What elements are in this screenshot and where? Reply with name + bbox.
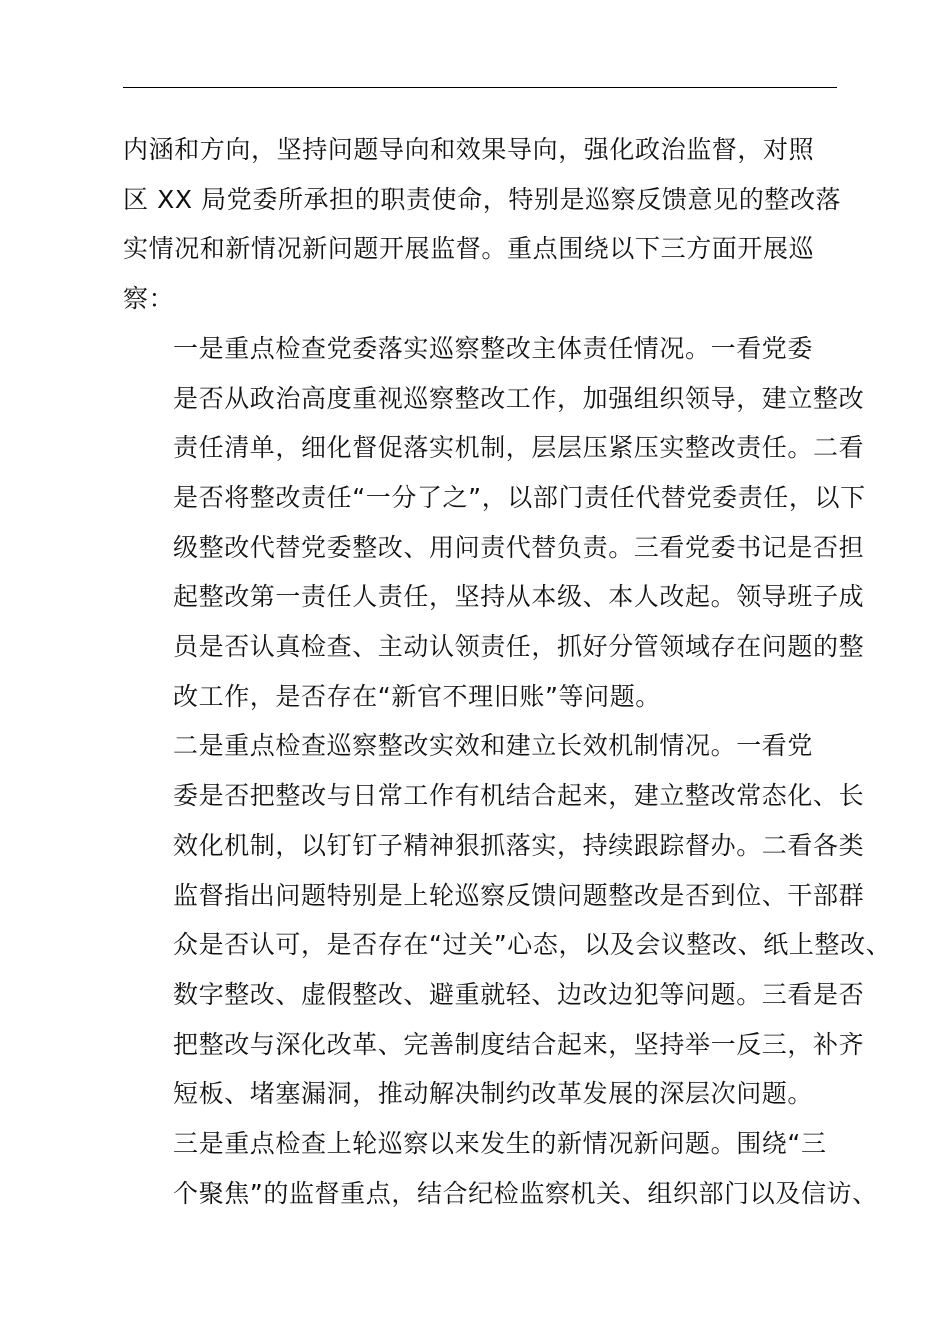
text-line: 实情况和新情况新问题开展监督。重点围绕以下三方面开展巡 (123, 234, 815, 264)
text-line: 三是重点检查上轮巡察以来发生的新情况新问题。围绕“三 (173, 1129, 827, 1159)
text-line: 区 XX 局党委所承担的职责使命，特别是巡察反馈意见的整改落 (123, 184, 842, 214)
text-line: 是否将整改责任“一分了之”，以部门责任代替党委责任，以下 (173, 482, 866, 512)
text-line: 个聚焦”的监督重点，结合纪检监察机关、组织部门以及信访、 (173, 1178, 878, 1208)
text-line: 一是重点检查党委落实巡察整改主体责任情况。一看党委 (173, 333, 814, 363)
text-line: 二是重点检查巡察整改实效和建立长效机制情况。一看党 (173, 731, 814, 761)
text-line: 把整改与深化改革、完善制度结合起来，坚持举一反三，补齐 (173, 1029, 865, 1059)
text-line: 察： (123, 284, 175, 314)
text-line: 数字整改、虚假整改、避重就轻、边改边犯等问题。三看是否 (173, 979, 865, 1009)
text-line: 起整改第一责任人责任，坚持从本级、本人改起。领导班子成 (173, 582, 865, 612)
text-line: 监督指出问题特别是上轮巡察反馈问题整改是否到位、干部群 (173, 880, 865, 910)
text-line: 是否从政治高度重视巡察整改工作，加强组织领导，建立整改 (173, 383, 865, 413)
text-line: 众是否认可，是否存在“过关”心态，以及会议整改、纸上整改、 (173, 930, 892, 960)
text-line: 内涵和方向，坚持问题导向和效果导向，强化政治监督，对照 (123, 135, 815, 164)
header-rule (123, 87, 837, 88)
text-line: 级整改代替党委整改、用问责代替负责。三看党委书记是否担 (173, 532, 865, 562)
text-line: 责任清单，细化督促落实机制，层层压紧压实整改责任。二看 (173, 433, 865, 463)
text-line: 员是否认真检查、主动认领责任，抓好分管领域存在问题的整 (173, 632, 865, 662)
document-body (123, 125, 892, 1218)
text-line: 短板、堵塞漏洞，推动解决制约改革发展的深层次问题。 (173, 1079, 814, 1109)
paragraph-point-one (123, 324, 866, 722)
paragraph-point-three (123, 1119, 878, 1218)
text-line: 改工作，是否存在“新官不理旧账”等问题。 (173, 681, 661, 711)
paragraph-point-two (123, 721, 892, 1119)
text-line: 委是否把整改与日常工作有机结合起来，建立整改常态化、长 (173, 781, 865, 811)
text-line: 效化机制，以钉钉子精神狠抓落实，持续跟踪督办。二看各类 (173, 830, 865, 860)
paragraph-intro (123, 125, 843, 324)
